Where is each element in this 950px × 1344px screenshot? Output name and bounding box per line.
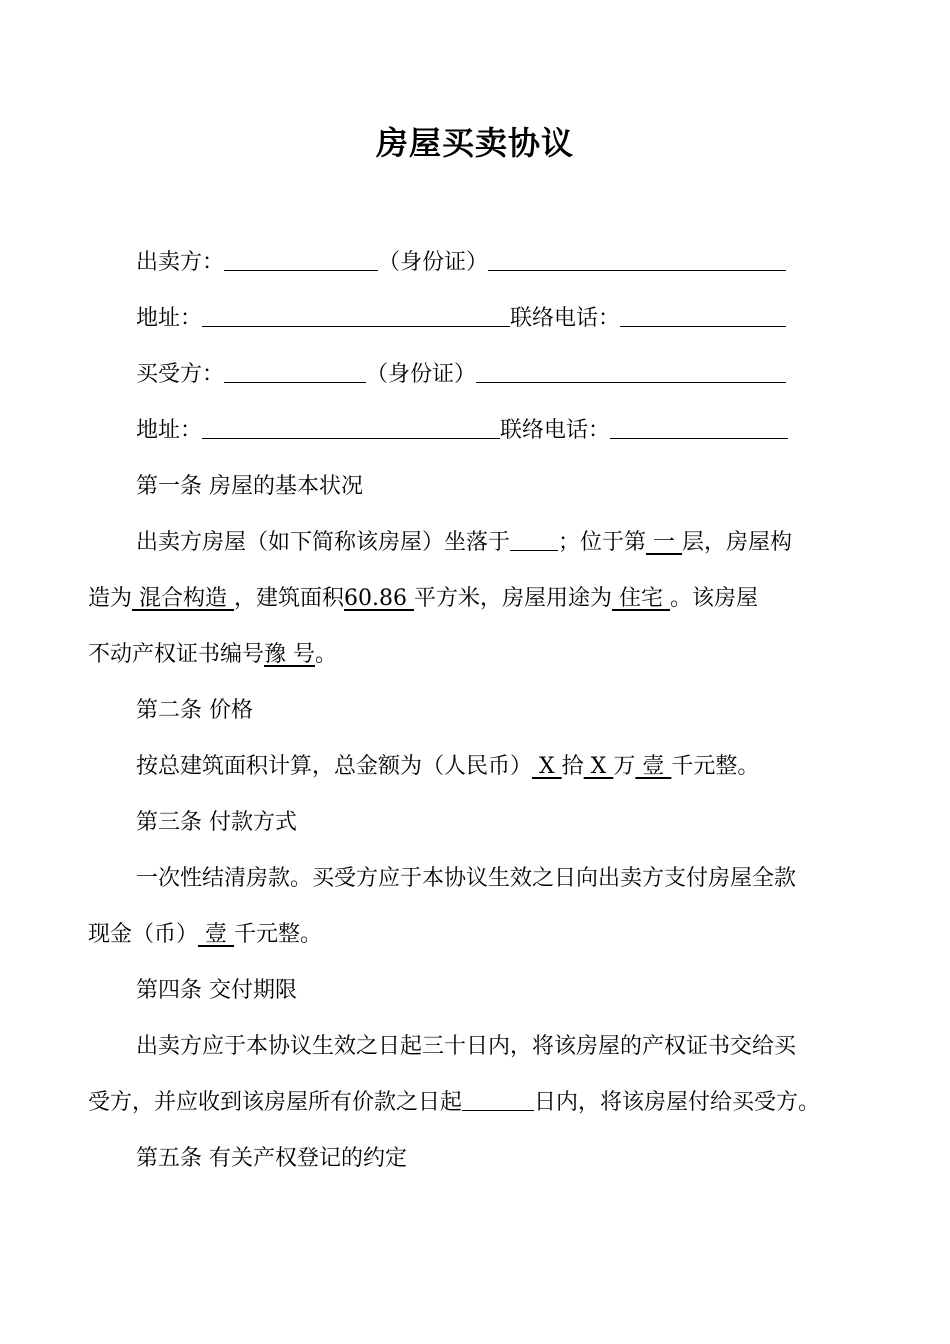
article1-text: 不动产权证书编号 <box>88 642 265 667</box>
buyer-line <box>136 360 786 390</box>
article2-heading: 第二条 价格 <box>136 698 253 723</box>
buyer-id-label: （身份证） <box>366 362 477 387</box>
buyer-id-blank[interactable] <box>476 362 786 383</box>
seller-address-label: 地址： <box>136 306 203 331</box>
floor-value: 一 <box>646 530 683 555</box>
article3-heading: 第三条 付款方式 <box>136 810 297 835</box>
article5-heading: 第五条 有关产权登记的约定 <box>136 1146 407 1171</box>
seller-line <box>136 248 786 278</box>
seller-name-blank[interactable] <box>224 250 378 271</box>
article1-text: ；位于第 <box>558 530 647 555</box>
article4-line2 <box>88 1088 820 1118</box>
price-unit: 万 <box>613 754 636 779</box>
buyer-phone-label: 联络电话： <box>500 418 611 443</box>
article4-line1: 出卖方应于本协议生效之日起三十日内，将该房屋的产权证书交给买 <box>136 1034 797 1059</box>
article3-line1: 一次性结清房款。买受方应于本协议生效之日向出卖方支付房屋全款 <box>136 866 797 891</box>
delivery-days-blank[interactable] <box>462 1090 534 1111</box>
article4-text: 日内，将该房屋付给买受方。 <box>534 1090 821 1115</box>
cert-number-value: 豫 号 <box>264 642 316 667</box>
price-ten-thousands-value: X <box>583 754 614 779</box>
area-value: 60.86 <box>344 586 415 611</box>
article1-heading: 第一条 房屋的基本状况 <box>136 474 363 499</box>
article4-text: 受方，并应收到该房屋所有价款之日起 <box>88 1090 463 1115</box>
price-unit: 拾 <box>561 754 584 779</box>
document-title: 房屋买卖协议 <box>375 124 574 162</box>
location-blank[interactable] <box>510 530 558 551</box>
buyer-label: 买受方： <box>136 362 225 387</box>
price-thousands-value: 壹 <box>635 754 672 779</box>
buyer-phone-blank[interactable] <box>610 418 788 439</box>
buyer-address-line <box>136 416 788 446</box>
article2-line <box>136 752 759 782</box>
price-tens-value: X <box>532 754 562 779</box>
article1-text: 层，房屋构 <box>682 530 793 555</box>
article1-line3 <box>88 640 337 670</box>
article1-text: ，建筑面积 <box>234 586 345 611</box>
article3-line2 <box>88 920 322 950</box>
article1-text: 出卖方房屋（如下简称该房屋）坐落于 <box>136 530 511 555</box>
seller-label: 出卖方： <box>136 250 225 275</box>
seller-id-blank[interactable] <box>488 250 786 271</box>
buyer-address-blank[interactable] <box>202 418 500 439</box>
article1-text: 平方米，房屋用途为 <box>414 586 613 611</box>
article1-line2 <box>88 584 758 614</box>
article1-text: 。该房屋 <box>670 586 759 611</box>
article1-line1 <box>136 528 792 558</box>
usage-value: 住宅 <box>612 586 671 611</box>
seller-address-blank[interactable] <box>202 306 510 327</box>
article3-text: 现金（币） <box>88 922 199 947</box>
article3-text: 千元整。 <box>234 922 323 947</box>
article1-text: 造为 <box>88 586 133 611</box>
article1-text: 。 <box>315 642 338 667</box>
seller-phone-blank[interactable] <box>620 306 786 327</box>
seller-phone-label: 联络电话： <box>510 306 621 331</box>
structure-value: 混合构造 <box>132 586 235 611</box>
buyer-name-blank[interactable] <box>224 362 366 383</box>
article2-text: 千元整。 <box>671 754 760 779</box>
seller-address-line <box>136 304 786 334</box>
seller-id-label: （身份证） <box>378 250 489 275</box>
payment-amount-value: 壹 <box>198 922 235 947</box>
article4-heading: 第四条 交付期限 <box>136 978 297 1003</box>
buyer-address-label: 地址： <box>136 418 203 443</box>
article2-text: 按总建筑面积计算，总金额为（人民币） <box>136 754 533 779</box>
